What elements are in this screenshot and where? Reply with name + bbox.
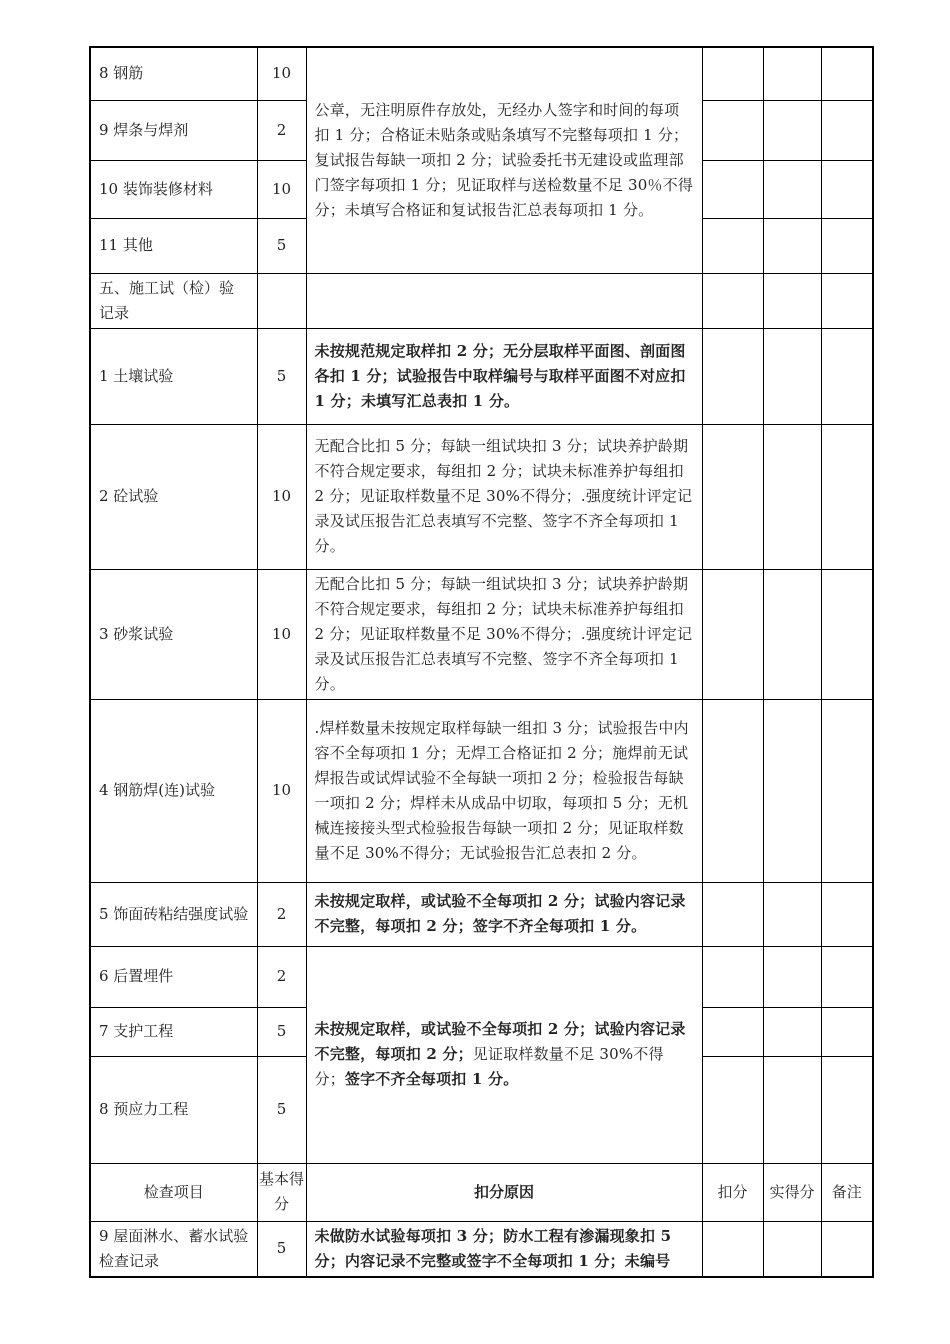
deduct-cell bbox=[702, 100, 763, 160]
actual-score-cell bbox=[763, 160, 821, 218]
deduct-cell bbox=[702, 218, 763, 273]
actual-score-cell bbox=[763, 100, 821, 160]
deduct-cell bbox=[702, 882, 763, 946]
deduct-cell bbox=[702, 699, 763, 882]
actual-score-cell bbox=[763, 1007, 821, 1056]
deduction-reason-text: 公章，无注明原件存放处，无经办人签字和时间的每项扣 1 分；合格证未贴条或贴条填写不完整每项扣 1 分；复试报告每缺一项扣 2 分；试验委托书无建设或监理部门签字每项扣 1 分；见证取样与送检数量不足 30％不得分；未填写合格证和复试报告汇总表每项扣 1 分。 bbox=[314, 100, 694, 219]
column-header-base-score: 基本得分 bbox=[257, 1163, 306, 1221]
note-cell bbox=[821, 1056, 873, 1163]
table-row bbox=[90, 328, 873, 424]
note-cell bbox=[821, 160, 873, 218]
column-header-reason: 扣分原因 bbox=[306, 1163, 702, 1221]
actual-score-cell bbox=[763, 699, 821, 882]
item-cell: 10 装饰装修材料 bbox=[90, 160, 257, 218]
item-cell: 1 土壤试验 bbox=[90, 328, 257, 424]
score-cell: 10 bbox=[257, 569, 306, 699]
column-header-item: 检查项目 bbox=[90, 1163, 257, 1221]
deduction-reason-cell bbox=[306, 946, 702, 1163]
column-header-note: 备注 bbox=[821, 1163, 873, 1221]
item-cell: 11 其他 bbox=[90, 218, 257, 273]
column-header-actual-score: 实得分 bbox=[763, 1163, 821, 1221]
actual-score-cell bbox=[763, 424, 821, 569]
deduction-reason-text: 未做防水试验每项扣 3 分；防水工程有渗漏现象扣 5 分；内容记录不完整或签字不全每项扣 1 分；未编号 bbox=[314, 1226, 672, 1270]
actual-score-cell bbox=[763, 218, 821, 273]
score-cell: 5 bbox=[257, 1007, 306, 1056]
deduction-reason-cell: 未按规定取样，或试验不全每项扣 2 分；试验内容记录不完整，每项扣 2 分；签字不齐全每项扣 1 分。 bbox=[306, 882, 702, 946]
note-cell bbox=[821, 273, 873, 328]
actual-score-cell bbox=[763, 569, 821, 699]
actual-score-cell bbox=[763, 47, 821, 100]
note-cell bbox=[821, 47, 873, 100]
note-cell bbox=[821, 946, 873, 1007]
item-cell: 7 支护工程 bbox=[90, 1007, 257, 1056]
note-cell bbox=[821, 100, 873, 160]
note-cell bbox=[821, 882, 873, 946]
actual-score-cell bbox=[763, 328, 821, 424]
actual-score-cell bbox=[763, 273, 821, 328]
deduct-cell bbox=[702, 47, 763, 100]
score-cell: 2 bbox=[257, 946, 306, 1007]
deduct-cell bbox=[702, 1221, 763, 1277]
deduct-cell bbox=[702, 1007, 763, 1056]
deduction-reason-cell bbox=[306, 47, 702, 273]
deduction-reason-cell bbox=[306, 273, 702, 328]
actual-score-cell bbox=[763, 1221, 821, 1277]
item-cell: 3 砂浆试验 bbox=[90, 569, 257, 699]
deduct-cell bbox=[702, 424, 763, 569]
section-heading-row bbox=[90, 273, 873, 328]
deduct-cell bbox=[702, 160, 763, 218]
deduction-reason-text: 见证取样数量不足 30%不得分； bbox=[314, 1045, 664, 1088]
item-cell: 2 砼试验 bbox=[90, 424, 257, 569]
table-header-row bbox=[90, 1163, 873, 1221]
score-cell: 5 bbox=[257, 328, 306, 424]
note-cell bbox=[821, 699, 873, 882]
deduction-reason-text-bold: 未按规定取样，或试验不全每项扣 2 分；试验内容记录不完整，每项扣 2 分； bbox=[314, 1020, 686, 1063]
deduct-cell bbox=[702, 328, 763, 424]
deduction-reason-cell: 无配合比扣 5 分；每缺一组试块扣 3 分；试块养护龄期不符合规定要求，每组扣 2 分；试块未标准养护每组扣 2 分；见证取样数量不足 30%不得分；.强度统计评定记录及试压报告汇总表填写不完整、签字不齐全每项扣 1 分。 bbox=[306, 569, 702, 699]
score-cell: 10 bbox=[257, 424, 306, 569]
note-cell bbox=[821, 569, 873, 699]
item-cell: 9 焊条与焊剂 bbox=[90, 100, 257, 160]
deduction-reason-cell: 未按规范规定取样扣 2 分；无分层取样平面图、剖面图各扣 1 分；试验报告中取样编号与取样平面图不对应扣 1 分；未填写汇总表扣 1 分。 bbox=[306, 328, 702, 424]
item-cell: 8 预应力工程 bbox=[90, 1056, 257, 1163]
table-row bbox=[90, 946, 873, 1007]
table-row bbox=[90, 699, 873, 882]
note-cell bbox=[821, 1221, 873, 1277]
table-row bbox=[90, 1221, 873, 1277]
score-cell: 5 bbox=[257, 1221, 306, 1277]
section-title: 五、施工试（检）验记录 bbox=[90, 273, 257, 328]
note-cell bbox=[821, 1007, 873, 1056]
score-cell: 10 bbox=[257, 699, 306, 882]
item-cell: 5 饰面砖粘结强度试验 bbox=[90, 882, 257, 946]
note-cell bbox=[821, 328, 873, 424]
item-cell: 6 后置埋件 bbox=[90, 946, 257, 1007]
deduct-cell bbox=[702, 273, 763, 328]
deduct-cell bbox=[702, 946, 763, 1007]
table-row bbox=[90, 569, 873, 699]
score-cell: 5 bbox=[257, 1056, 306, 1163]
table-row bbox=[90, 47, 873, 100]
score-cell bbox=[257, 273, 306, 328]
note-cell bbox=[821, 424, 873, 569]
actual-score-cell bbox=[763, 1056, 821, 1163]
deduction-reason-text-bold: 签字不齐全每项扣 1 分。 bbox=[344, 1070, 519, 1088]
score-cell: 2 bbox=[257, 100, 306, 160]
table-row bbox=[90, 424, 873, 569]
score-cell: 2 bbox=[257, 882, 306, 946]
deduct-cell bbox=[702, 569, 763, 699]
deduction-reason-cell bbox=[306, 1221, 702, 1277]
actual-score-cell bbox=[763, 946, 821, 1007]
deduction-reason-cell: 无配合比扣 5 分；每缺一组试块扣 3 分；试块养护龄期不符合规定要求，每组扣 2 分；试块未标准养护每组扣 2 分；见证取样数量不足 30%不得分；.强度统计评定记录及试压报告汇总表填写不完整、签字不齐全每项扣 1 分。 bbox=[306, 424, 702, 569]
column-header-deduct: 扣分 bbox=[702, 1163, 763, 1221]
deduct-cell bbox=[702, 1056, 763, 1163]
score-cell: 10 bbox=[257, 47, 306, 100]
score-cell: 5 bbox=[257, 218, 306, 273]
inspection-score-table bbox=[89, 46, 874, 1278]
item-cell: 9 屋面淋水、蓄水试验检查记录 bbox=[90, 1221, 257, 1277]
item-cell: 8 钢筋 bbox=[90, 47, 257, 100]
note-cell bbox=[821, 218, 873, 273]
table-row bbox=[90, 882, 873, 946]
item-cell: 4 钢筋焊(连)试验 bbox=[90, 699, 257, 882]
actual-score-cell bbox=[763, 882, 821, 946]
score-cell: 10 bbox=[257, 160, 306, 218]
deduction-reason-cell: .焊样数量未按规定取样每缺一组扣 3 分；试验报告中内容不全每项扣 1 分；无焊工合格证扣 2 分；施焊前无试焊报告或试焊试验不全每缺一项扣 2 分；检验报告每缺一项扣 2 分；焊样未从成品中切取，每项扣 5 分；无机械连接接头型式检验报告每缺一项扣 2 分；见证取样数量不足 30%不得分；无试验报告汇总表扣 2 分。 bbox=[306, 699, 702, 882]
